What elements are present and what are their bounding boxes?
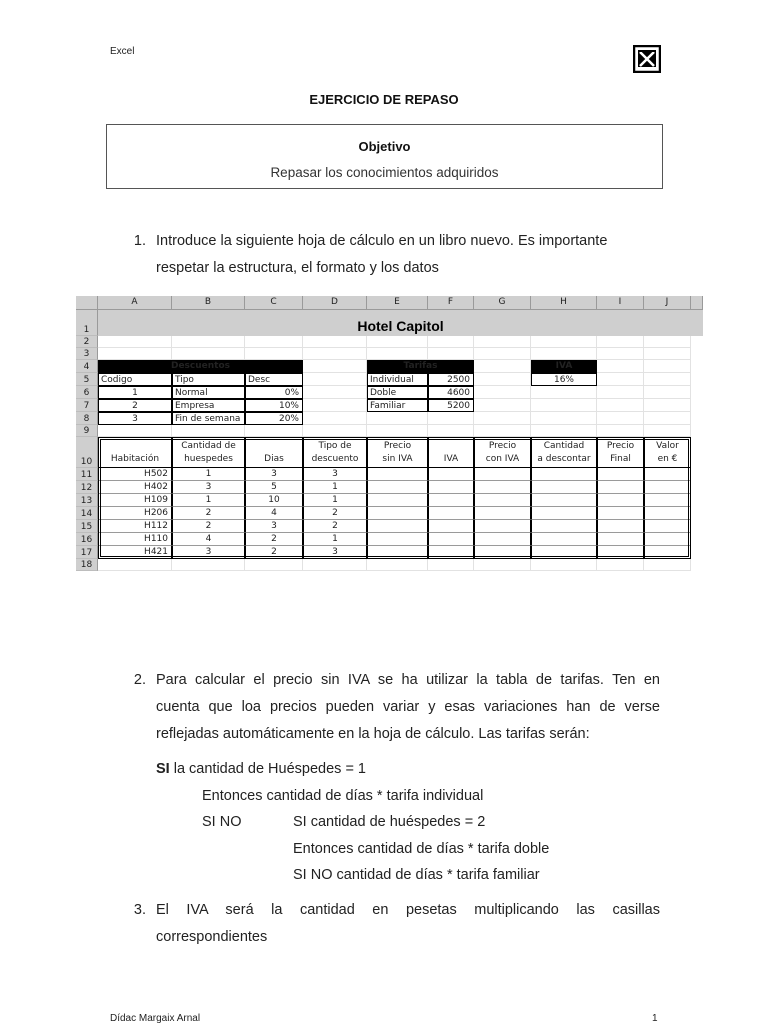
table-header-line2: descuento: [311, 454, 359, 464]
objective-heading: Objetivo: [358, 139, 411, 154]
table-cell: 1: [303, 481, 367, 494]
row-header-15[interactable]: 15: [76, 520, 98, 533]
item2-line: reflejadas automáticamente en la hoja de cálculo. Las tarifas serán:: [156, 726, 590, 742]
tarifas-price: 2500: [428, 373, 474, 386]
table-header: [428, 437, 474, 468]
row-header-9[interactable]: 9: [76, 425, 98, 437]
item2-number: 2.: [133, 672, 146, 688]
tarifas-title: Tarifas: [367, 360, 474, 373]
item1-line: Introduce la siguiente hoja de cálculo en un libro nuevo. Es importante: [156, 233, 608, 249]
table-cell: H421: [98, 546, 172, 559]
table-header-line1: Cantidad de: [181, 441, 236, 451]
table-cell: [367, 468, 428, 481]
column-header-G[interactable]: G: [474, 296, 531, 310]
table-cell: 2: [245, 533, 303, 546]
table-cell: [597, 533, 644, 546]
rule-then1: Entonces cantidad de días * tarifa individual: [202, 788, 484, 804]
table-header-line2: en €: [657, 454, 678, 464]
column-header-A[interactable]: A: [98, 296, 172, 310]
table-header-line1: Precio: [606, 441, 635, 451]
rule-sino: SI NO: [202, 814, 242, 830]
table-cell: 3: [303, 468, 367, 481]
footer-page: 1: [652, 1013, 658, 1024]
table-header-line1: Valor: [656, 441, 679, 451]
iva-value: 16%: [531, 373, 597, 386]
table-header-line2: Habitación: [110, 454, 160, 464]
table-header-line1: [429, 440, 473, 453]
table-cell: [644, 507, 691, 520]
objective-box: [106, 124, 663, 189]
table-header-line2: a descontar: [537, 454, 591, 464]
row-header-7[interactable]: 7: [76, 399, 98, 412]
rule-si-bold: SI: [156, 761, 170, 777]
table-header-line2: Final: [610, 454, 631, 464]
row-header-6[interactable]: 6: [76, 386, 98, 399]
column-header-F[interactable]: F: [428, 296, 474, 310]
row-header-5[interactable]: 5: [76, 373, 98, 386]
descuentos-tipo: Normal: [172, 386, 245, 399]
row-header-10[interactable]: 10: [76, 437, 98, 468]
table-cell: H206: [98, 507, 172, 520]
table-cell: 1: [172, 494, 245, 507]
table-cell: [531, 481, 597, 494]
table-cell: [531, 533, 597, 546]
row-header-11[interactable]: 11: [76, 468, 98, 481]
table-cell: [474, 520, 531, 533]
table-header-line2: huespedes: [184, 454, 233, 464]
table-header: [474, 437, 531, 468]
row-header-4[interactable]: 4: [76, 360, 98, 373]
item2-line: Para calcular el precio sin IVA se ha utilizar la tabla de tarifas. Ten en: [156, 672, 660, 688]
row-header-18[interactable]: 18: [76, 559, 98, 571]
table-cell: [367, 546, 428, 559]
column-header-B[interactable]: B: [172, 296, 245, 310]
table-cell: [531, 494, 597, 507]
table-cell: [597, 546, 644, 559]
item2-line: cuenta que loa precios pueden variar y esas variaciones han de verse: [156, 699, 660, 715]
table-header: [531, 437, 597, 468]
table-cell: [474, 481, 531, 494]
item1-line: respetar la estructura, el formato y los datos: [156, 260, 439, 276]
table-cell: [428, 468, 474, 481]
table-cell: H109: [98, 494, 172, 507]
table-cell: [367, 533, 428, 546]
table-cell: [597, 520, 644, 533]
rule-si: [156, 756, 366, 783]
table-cell: [644, 494, 691, 507]
table-cell: 2: [172, 507, 245, 520]
sheet-corner: [76, 296, 98, 310]
descuentos-header: Codigo: [98, 373, 172, 386]
table-cell: 2: [245, 546, 303, 559]
table-cell: [474, 546, 531, 559]
table-cell: 3: [303, 546, 367, 559]
table-cell: [428, 494, 474, 507]
table-cell: 3: [245, 468, 303, 481]
excel-logo-icon: [633, 45, 661, 73]
row-header-16[interactable]: 16: [76, 533, 98, 546]
descuentos-codigo: 2: [98, 399, 172, 412]
item3-line: correspondientes: [156, 929, 268, 945]
table-cell: 2: [303, 507, 367, 520]
table-cell: [531, 507, 597, 520]
table-header: [98, 437, 172, 468]
item1-text: [156, 228, 666, 282]
tarifas-price: 4600: [428, 386, 474, 399]
table-cell: [531, 546, 597, 559]
descuentos-codigo: 1: [98, 386, 172, 399]
table-cell: [367, 494, 428, 507]
descuentos-desc: 10%: [245, 399, 303, 412]
table-header-line2: Dias: [264, 454, 284, 464]
row-header-13[interactable]: 13: [76, 494, 98, 507]
table-header: [597, 437, 644, 468]
row-header-3[interactable]: 3: [76, 348, 98, 360]
table-header-line1: [99, 440, 171, 453]
row-header-17[interactable]: 17: [76, 546, 98, 559]
row-header-8[interactable]: 8: [76, 412, 98, 425]
column-header-J[interactable]: J: [644, 296, 691, 310]
rule-cond2: SI cantidad de huéspedes = 2: [293, 814, 486, 830]
column-header-H[interactable]: H: [531, 296, 597, 310]
table-cell: [644, 481, 691, 494]
row-header-14[interactable]: 14: [76, 507, 98, 520]
table-header: [644, 437, 691, 468]
column-header-I[interactable]: I: [597, 296, 644, 310]
header-app-label: Excel: [110, 46, 135, 57]
page-title: EJERCICIO DE REPASO: [309, 92, 459, 107]
tarifas-name: Individual: [367, 373, 428, 386]
table-cell: 4: [245, 507, 303, 520]
descuentos-desc: 0%: [245, 386, 303, 399]
table-cell: 1: [303, 533, 367, 546]
table-cell: 10: [245, 494, 303, 507]
item1-number: 1.: [133, 233, 146, 249]
descuentos-header: Desc: [245, 373, 303, 386]
table-cell: [644, 546, 691, 559]
table-header: [245, 437, 303, 468]
table-cell: 2: [303, 520, 367, 533]
spreadsheet: [76, 296, 703, 611]
column-header-D[interactable]: D: [303, 296, 367, 310]
table-cell: 2: [172, 520, 245, 533]
table-header-line2: sin IVA: [382, 454, 413, 464]
table-cell: [531, 468, 597, 481]
table-cell: 1: [172, 468, 245, 481]
table-header-line1: Precio: [383, 441, 412, 451]
row-header-1[interactable]: 1: [76, 310, 98, 336]
table-header-line1: Cantidad: [543, 441, 585, 451]
table-cell: [428, 520, 474, 533]
tarifas-name: Doble: [367, 386, 428, 399]
table-header-line1: [246, 440, 302, 453]
tarifas-name: Familiar: [367, 399, 428, 412]
table-cell: [428, 546, 474, 559]
table-cell: [597, 481, 644, 494]
table-cell: [597, 507, 644, 520]
rule-si-text: la cantidad de Huéspedes = 1: [169, 761, 366, 777]
objective-text: Repasar los conocimientos adquiridos: [270, 165, 499, 180]
table-header-line1: Tipo de: [318, 441, 352, 451]
sheet-title: Hotel Capitol: [98, 310, 703, 336]
table-cell: [428, 507, 474, 520]
table-cell: [644, 533, 691, 546]
footer-author: Dídac Margaix Arnal: [110, 1013, 201, 1024]
tarifas-price: 5200: [428, 399, 474, 412]
grid-hline: [98, 570, 691, 571]
table-cell: 3: [172, 546, 245, 559]
descuentos-title: Descuentos: [98, 360, 303, 373]
table-cell: 1: [303, 494, 367, 507]
item2-text: [156, 667, 660, 748]
table-cell: [474, 533, 531, 546]
iva-title: IVA: [531, 360, 597, 373]
table-cell: [597, 468, 644, 481]
table-header: [172, 437, 245, 468]
item3-text: [156, 897, 660, 951]
grid-hline: [98, 347, 691, 348]
row-header-2[interactable]: 2: [76, 336, 98, 348]
rule-else2: SI NO cantidad de días * tarifa familiar: [293, 867, 540, 883]
column-header-overflow: [691, 296, 703, 310]
table-cell: [531, 520, 597, 533]
table-cell: [474, 494, 531, 507]
descuentos-tipo: Empresa: [172, 399, 245, 412]
table-cell: 3: [172, 481, 245, 494]
item3-line: El IVA será la cantidad en pesetas multiplicando las casillas: [156, 902, 660, 918]
table-cell: H110: [98, 533, 172, 546]
table-cell: [474, 507, 531, 520]
table-header: [367, 437, 428, 468]
table-cell: [367, 481, 428, 494]
descuentos-codigo: 3: [98, 412, 172, 425]
table-cell: [428, 533, 474, 546]
table-cell: [367, 507, 428, 520]
table-cell: [597, 494, 644, 507]
table-cell: [474, 468, 531, 481]
column-header-E[interactable]: E: [367, 296, 428, 310]
table-header-line2: IVA: [443, 454, 459, 464]
descuentos-tipo: Fin de semana: [172, 412, 245, 425]
rule-then2: Entonces cantidad de días * tarifa doble: [293, 841, 550, 857]
table-cell: 3: [245, 520, 303, 533]
table-cell: [428, 481, 474, 494]
table-header: [303, 437, 367, 468]
table-cell: H502: [98, 468, 172, 481]
table-cell: [644, 520, 691, 533]
item3-number: 3.: [133, 902, 146, 918]
table-cell: 5: [245, 481, 303, 494]
descuentos-header: Tipo: [172, 373, 245, 386]
table-cell: 4: [172, 533, 245, 546]
table-cell: H402: [98, 481, 172, 494]
column-header-C[interactable]: C: [245, 296, 303, 310]
table-header-line2: con IVA: [485, 454, 520, 464]
row-header-12[interactable]: 12: [76, 481, 98, 494]
table-header-line1: Precio: [488, 441, 517, 451]
descuentos-desc: 20%: [245, 412, 303, 425]
table-cell: [367, 520, 428, 533]
table-cell: H112: [98, 520, 172, 533]
table-cell: [644, 468, 691, 481]
